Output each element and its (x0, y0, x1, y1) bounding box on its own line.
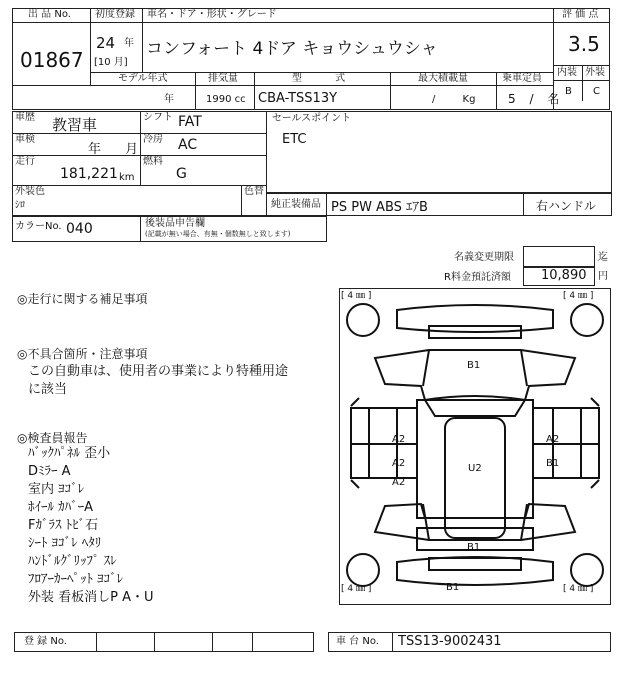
mark-trunk: B1 (467, 542, 481, 553)
ext-color: ｼﾛ (15, 200, 25, 211)
tire-depth-fr: [ 4 ㎜ ] (563, 291, 594, 301)
model-year-label: モデル年式 (118, 73, 168, 84)
car-diagram (339, 288, 611, 605)
inspector-line: ｼｰﾄ ﾖｺﾞﾚ ﾍﾀﾘ (28, 536, 102, 551)
steering: 右ハンドル (536, 199, 597, 213)
options-label: 純正装備品 (271, 199, 321, 210)
defects-title: ◎不具合箇所・注意事項 (17, 347, 148, 361)
reg-no-label: 登 録 No. (24, 636, 67, 647)
sales-point-label: セールスポイント (272, 113, 352, 124)
color-no: 040 (66, 221, 93, 237)
recycle-unit: 円 (598, 271, 608, 282)
mark-roof: U2 (468, 463, 482, 474)
driving-notes-title: ◎走行に関する補足事項 (17, 292, 148, 306)
inspector-line: ﾎｲｰﾙ ｶﾊﾞｰA (28, 500, 94, 515)
exterior-grade: C (593, 86, 600, 97)
chassis-no: TSS13-9002431 (398, 634, 502, 649)
shift-label: シフト (143, 112, 173, 123)
name-change-box (523, 246, 595, 268)
inspector-line: 外装 看板消しP A・U (28, 590, 154, 605)
car-name-label: 車名・ドア・形状・グレード (147, 9, 277, 20)
lot-no-label: 出 品 No. (28, 9, 71, 20)
ac-label: 冷房 (143, 134, 163, 145)
defects-line: に該当 (28, 382, 68, 397)
exterior-label: 外装 (585, 67, 605, 78)
lot-no: 01867 (20, 48, 84, 72)
history: 教習車 (52, 116, 98, 134)
interior-grade: B (565, 86, 572, 97)
model-year-unit: 年 (164, 94, 174, 105)
mark-left-rear-door-2: A2 (392, 477, 406, 488)
ext-color-label: 外装色 (15, 186, 45, 197)
aftermarket-label: 後装品申告欄 (145, 218, 205, 229)
recycle-label: R料金預託済額 (444, 272, 511, 283)
shift: FAT (178, 114, 202, 130)
displacement-label: 排気量 (208, 73, 238, 84)
first-reg-month: [10 月] (94, 57, 128, 68)
inspector-line: ﾌﾛｱｰｶｰﾍﾟｯﾄ ﾖｺﾞﾚ (28, 572, 124, 587)
fuel-label: 燃料 (143, 156, 163, 167)
model-code: CBA-TSS13Y (258, 91, 338, 106)
mileage-unit: km (119, 172, 135, 183)
max-load-label: 最大積載量 (418, 73, 468, 84)
capacity-label: 乗車定員 (502, 73, 542, 84)
mileage: 181,221 (60, 166, 118, 182)
capacity: 5 / 名 (508, 92, 560, 106)
history-label: 車歴 (15, 112, 35, 123)
color-no-label: カラーNo. (15, 221, 62, 232)
recycle: 10,890 (541, 268, 587, 283)
fuel: G (176, 166, 187, 182)
inspection-label: 車検 (15, 134, 35, 145)
inspector-line: ﾊﾝﾄﾞﾙｸﾞﾘｯﾌﾟ ｽﾚ (28, 554, 117, 569)
inspector-title: ◎検査員報告 (17, 431, 88, 445)
inspector-line: ﾊﾞｯｸﾊﾟﾈﾙ 歪小 (28, 446, 111, 461)
name-change-label: 名義変更期限 (454, 252, 514, 263)
options: PS PW ABS ｴｱB (331, 200, 428, 215)
aftermarket-note: (記載が無い場合、有無・個数無しと致します) (145, 230, 291, 238)
max-load: / Kg (432, 94, 476, 105)
score-label: 評 価 点 (562, 9, 599, 20)
mileage-label: 走行 (15, 156, 35, 167)
tire-depth-fl: [ 4 ㎜ ] (341, 291, 372, 301)
tire-depth-rl: [ 4 ㎜ ] (341, 584, 372, 594)
defects-line: この自動車は、使用者の事業により特種用途 (28, 364, 289, 379)
mark-right-rear-door: B1 (546, 458, 560, 469)
model-label: 型 式 (292, 73, 346, 84)
car-name: コンフォート 4ドア キョウシュウシャ (146, 39, 438, 59)
first-reg-year: 24 (96, 34, 116, 52)
chassis-label: 車 台 No. (336, 636, 379, 647)
mark-left-front-door: A2 (392, 434, 406, 445)
inspector-line: Fｶﾞﾗｽ ﾄﾋﾞ石 (28, 518, 99, 533)
inspector-line: Dﾐﾗｰ A (28, 464, 71, 479)
first-reg-year-unit: 年 (124, 38, 134, 49)
mark-hood: B1 (467, 360, 481, 371)
ac: AC (178, 137, 198, 153)
sales-point: ETC (282, 132, 307, 147)
first-reg-label: 初度登録 (95, 9, 135, 20)
color-change-label: 色替 (244, 186, 264, 197)
inspector-line: 室内 ﾖｺﾞﾚ (28, 482, 85, 497)
interior-label: 内装 (557, 67, 577, 78)
score: 3.5 (568, 32, 600, 56)
inspection: 年 月 (88, 142, 139, 157)
tire-depth-rr: [ 4 ㎜ ] (563, 584, 594, 594)
mark-left-rear-door-1: A2 (392, 458, 406, 469)
mark-rear-bumper: B1 (446, 582, 460, 593)
mark-right-front-door: A2 (546, 434, 560, 445)
displacement: 1990 cc (206, 94, 246, 105)
name-change-unit: 迄 (598, 252, 608, 263)
